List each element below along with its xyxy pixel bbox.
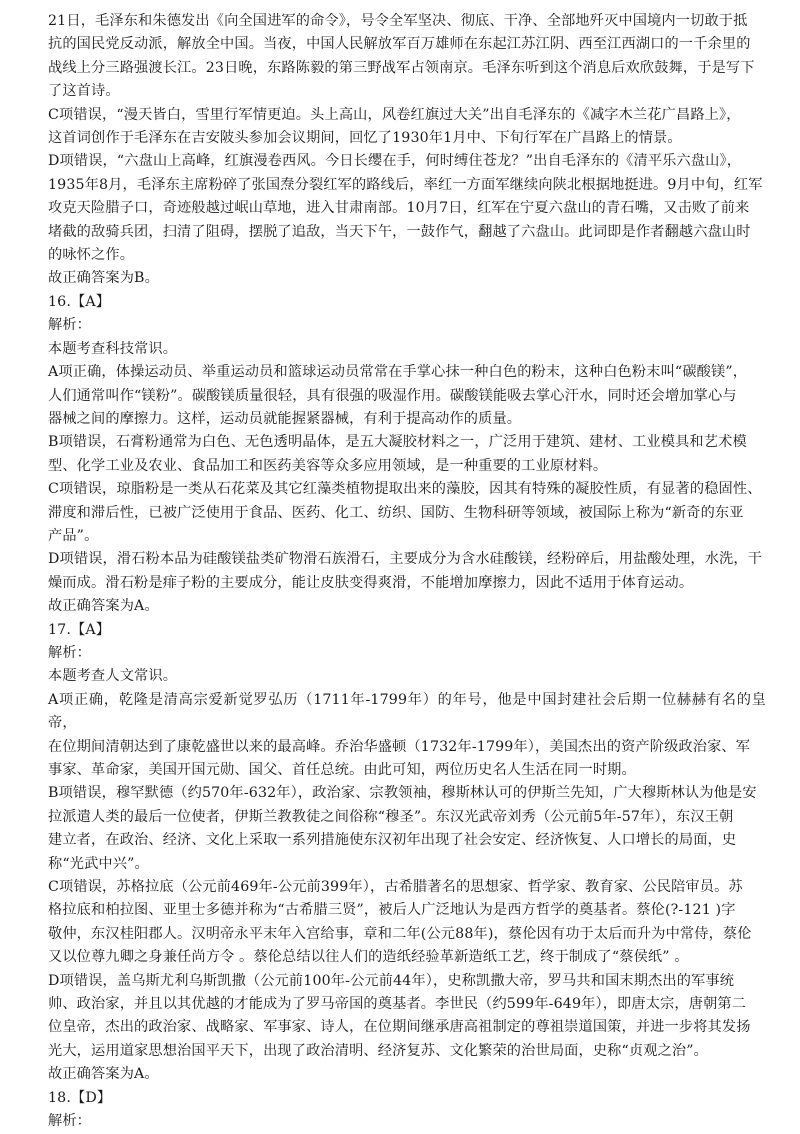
text-line: 又以位尊九卿之身兼任尚方令 。蔡伦总结以往人们的造纸经验革新造纸工艺，终于制成了“蔡侯纸” 。 (48, 949, 689, 966)
text-line: D项错误，盖乌斯尤利乌斯凯撒（公元前100年-公元前44年），史称凯撒大帝，罗马共和国末期杰出的军事统 (48, 972, 735, 989)
text-line: 事家、革命家，美国开国元勋、国父、首任总统。由此可知，两位历史名人生活在同一时期。 (48, 762, 636, 778)
text-line: 敬仲，东汉桂阳郡人。汉明帝永平末年入宫给事，章和二年(公元88年)，蔡伦因有功于太后而升为中常侍，蔡伦 (48, 925, 752, 942)
question-number: 16.【A】 (48, 293, 111, 310)
text-line: 堵截的敌骑兵团，扫清了阻碍，摆脱了追敌，当天下午，一鼓作气，翻越了六盘山。此词即是作者翻越六盘山时 (48, 223, 751, 240)
text-line: 型、化学工业及农业、食品加工和医药美容等众多应用领域，是一种重要的工业原材料。 (48, 457, 608, 474)
text-line: 滞度和滞后性，已被广泛使用于食品、医药、化工、纺织、国防、生物科研等领域，被国际上称为“新奇的东亚 (48, 504, 744, 521)
text-line: 格拉底和柏拉图、亚里士多德并称为“古希腊三贤”，被后人广泛地认为是西方哲学的奠基者。蔡伦(?-121 )字 (48, 902, 736, 919)
answer-line: 故正确答案为B。 (48, 270, 159, 287)
text-line: 在位期间清朝达到了康乾盛世以来的最高峰。乔治华盛顿（1732年-1799年），美国杰出的资产阶级政治家、军 (48, 738, 751, 755)
text-line: C项错误，琼脂粉是一类从石花菜及其它红藻类植物提取出来的藻胶，因其有特殊的凝胶性质，有显著的稳固性、 (48, 481, 762, 498)
text-line: A项正确，体操运动员、举重运动员和篮球运动员常常在手掌心抹一种白色的粉末，这种白色粉末叫“碳酸镁”， (48, 364, 748, 381)
analysis-label: 解析： (48, 644, 92, 661)
text-line: 攻克天险腊子口，奇迹般越过岷山草地，进入甘肃南部。10月7日，红军在宁夏六盘山的青石嘴，又击败了前来 (48, 200, 750, 217)
text-line: D项错误，“六盘山上高峰，红旗漫卷西风。今日长缨在手，何时缚住苍龙？”出自毛泽东的《清平乐六盘山》， (48, 153, 742, 170)
text-line: 燥而成。滑石粉是痱子粉的主要成分，能让皮肤变得爽滑，不能增加摩擦力，因此不适用于体育运动。 (48, 574, 694, 591)
text-line: C项错误，苏格拉底（公元前469年-公元前399年），古希腊著名的思想家、哲学家、教育家、公民陪审员。苏 (48, 879, 743, 896)
text-line: 建立者，在政治、经济、文化上采取一系列措施使东汉初年出现了社会安定、经济恢复、人口增长的局面，史 (48, 832, 737, 849)
text-line: 的咏怀之作。 (48, 247, 135, 264)
text-line: 位皇帝，杰出的政治家、战略家、军事家、诗人，在位期间继承唐高祖制定的尊祖崇道国策，并进一步将其发扬 (48, 1019, 751, 1036)
text-line: A项正确，乾隆是清高宗爱新觉罗弘历（1711年-1799年）的年号，他是中国封建社会后期一位赫赫有名的皇帝， (48, 691, 766, 732)
text-line: 产品”。 (48, 527, 99, 544)
text-line: C项错误，“漫天皆白，雪里行军情更迫。头上高山，风卷红旗过大关”出自毛泽东的《减字木兰花广昌路上》， (48, 106, 741, 123)
text-line: 器械之间的摩擦力。这样，运动员就能握紧器械，有利于提高动作的质量。 (48, 410, 522, 427)
answer-line: 故正确答案为A。 (48, 598, 159, 615)
topic-line: 本题考查科技常识。 (48, 340, 178, 357)
text-line: 了这首诗。 (48, 83, 120, 100)
question-number: 17.【A】 (48, 621, 111, 638)
analysis-label: 解析： (48, 1113, 92, 1130)
text-line: 称“光武中兴”。 (48, 855, 149, 872)
text-line: 战线上分三路强渡长江。23日晚，东路陈毅的第三野战军占领南京。毛泽东听到这个消息后欢欣鼓舞，于是写下 (48, 59, 755, 76)
answer-line: 故正确答案为A。 (48, 1066, 159, 1083)
text-line: 光大，运用道家思想治国平天下，出现了政治清明、经济复苏、文化繁荣的治世局面，史称“贞观之治”。 (48, 1042, 708, 1059)
text-line: 这首词创作于毛泽东在吉安陂头参加会议期间，回忆了1930年1月中、下旬行军在广昌路上的情景。 (48, 130, 682, 147)
text-line: 1935年8月，毛泽东主席粉碎了张国焘分裂红军的路线后，率红一方面军继续向陕北根据地挺进。9月中旬，红军 (48, 176, 763, 193)
question-number: 18.【D】 (48, 1089, 112, 1106)
text-line: B项错误，穆罕默德（约570年-632年），政治家、宗教领袖，穆斯林认可的伊斯兰先知，广大穆斯林认为他是安 (48, 785, 757, 802)
text-line: 21日，毛泽东和朱德发出《向全国进军的命令》，号令全军坚决、彻底、干净、全部地歼灭中国境内一切敢于抵 (48, 13, 748, 29)
text-line: B项错误，石膏粉通常为白色、无色透明晶体，是五大凝胶材料之一，广泛用于建筑、建材、工业模具和艺术模 (48, 434, 747, 451)
text-line: D项错误，滑石粉本品为硅酸镁盐类矿物滑石族滑石，主要成分为含水硅酸镁，经粉碎后，用盐酸处理，水洗，干 (48, 551, 763, 568)
analysis-label: 解析： (48, 317, 92, 334)
text-line: 帅、政治家，并且以其优越的才能成为了罗马帝国的奠基者。李世民（约599年-649年），即唐太宗，唐朝第二 (48, 996, 747, 1013)
text-line: 人们通常叫作“镁粉”。碳酸镁质量很轻，具有很强的吸湿作用。碳酸镁能吸去掌心汗水，同时还会增加掌心与 (48, 387, 737, 404)
text-line: 拉派遣人类的最后一位使者，伊斯兰教教徒之间俗称“穆圣”。东汉光武帝刘秀（公元前5年-57年），东汉王朝 (48, 808, 734, 825)
topic-line: 本题考查人文常识。 (48, 668, 178, 685)
text-line: 抗的国民党反动派，解放全中国。当夜，中国人民解放军百万雄师在东起江苏江阴、西至江西湖口的一千余里的 (48, 36, 751, 53)
